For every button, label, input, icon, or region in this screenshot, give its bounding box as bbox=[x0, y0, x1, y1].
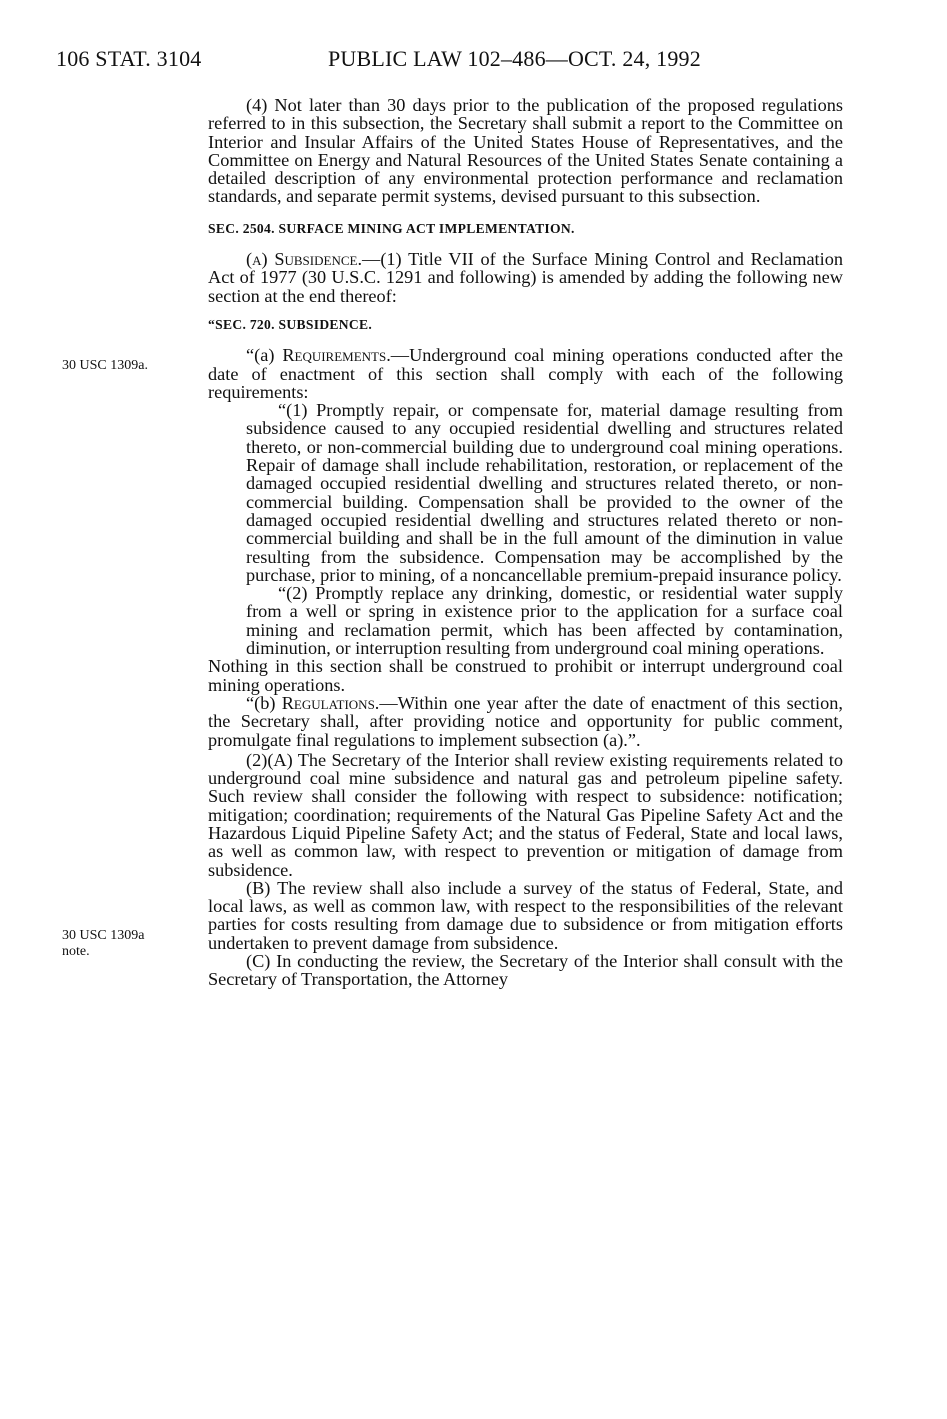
section-2504-heading: SEC. 2504. SURFACE MINING ACT IMPLEMENTATION. bbox=[208, 220, 575, 236]
requirements-open: “(a) bbox=[246, 345, 283, 366]
section-720-heading: “SEC. 720. SUBSIDENCE. bbox=[208, 316, 373, 332]
margin-note-30-usc-1309a: 30 USC 1309a. bbox=[62, 358, 148, 373]
regulations-text: —Within one year after the date of enactment of this section, the Secretary shall, after providing notice and opportunity for public comment, promulgate final regulations to implement subsection (a).”. bbox=[208, 692, 843, 750]
page-header bbox=[56, 46, 896, 76]
paragraph-b-regulations bbox=[208, 694, 843, 749]
public-law-title: PUBLIC LAW 102–486—OCT. 24, 1992 bbox=[328, 46, 701, 71]
subsidence-subheading: (a) Subsidence. bbox=[246, 249, 363, 270]
paragraph-b-review: (B) The review shall also include a survey of the status of Federal, State, and local laws, as well as common law, with respect to the responsibilities of the relevant parties for costs resulting from damage due to subsidence or from mitigation efforts undertaken to prevent damage from subsidence. bbox=[208, 877, 843, 953]
requirements-text: —Underground coal mining operations conducted after the date of enactment of this section shall comply with each of the following requirements: bbox=[208, 345, 843, 402]
paragraph-c-consult: (C) In conducting the review, the Secretary of the Interior shall consult with the Secretary of Transportation, the Attorney bbox=[208, 951, 843, 990]
regulations-open: “(b) bbox=[246, 692, 282, 713]
regulations-subheading: Regulations. bbox=[281, 692, 380, 713]
paragraph-a-text: —(1) Title VII of the Surface Mining Control and Reclamation Act of 1977 (30 U.S.C. 1291 and following) is amended by adding the following new section at the end thereof: bbox=[208, 249, 843, 306]
margin-note-suffix: note. bbox=[62, 944, 90, 959]
paragraph-nothing: Nothing in this section shall be construed to prohibit or interrupt underground coal mining operations. bbox=[208, 656, 843, 695]
requirement-1: “(1) Promptly repair, or compensate for, material damage resulting from subsidence caused to any occupied residential dwelling and structures related thereto, or non-commercial building due to underground coal mining operations. Repair of damage shall include rehabilitation, restoration, or replacement of the damaged occupied residential dwelling and structures related thereto, or non-commercial building. Compensation shall be provided to the owner of the damaged occupied residential dwelling and structures related thereto or non-commercial building and shall be in the full amount of the diminution in value resulting from the subsidence. Compensation may be accomplished by the purchase, prior to mining, of a noncancellable premium-prepaid insurance policy. bbox=[246, 400, 843, 585]
statute-page-number: 106 STAT. 3104 bbox=[56, 46, 202, 71]
paragraph-a-subsidence bbox=[208, 250, 843, 305]
requirements-subheading: Requirements. bbox=[282, 345, 391, 366]
margin-note-30-usc-1309a-note bbox=[62, 928, 192, 960]
paragraph-2a: (2)(A) The Secretary of the Interior shall review existing requirements related to underground coal mine subsidence and natural gas and petroleum pipeline safety. Such review shall consider the following with respect to subsidence: notification; mitigation; coordination; requirements of the Natural Gas Pipeline Safety Act and the Hazardous Liquid Pipeline Safety Act; and the status of Federal, State and local laws, as well as common law, with respect to prevention or mitigation of damage from subsidence. bbox=[208, 749, 843, 880]
document-body bbox=[208, 96, 843, 989]
paragraph-requirements bbox=[208, 346, 843, 401]
margin-note-citation: 30 USC 1309a bbox=[62, 928, 145, 943]
requirement-2: “(2) Promptly replace any drinking, domestic, or residential water supply from a well or spring in existence prior to the application for a surface coal mining and reclamation permit, which has been affected by contamination, diminution, or interruption resulting from underground coal mining operations. bbox=[246, 583, 843, 659]
paragraph-4: (4) Not later than 30 days prior to the publication of the proposed regulations referred to in this subsection, the Secretary shall submit a report to the Committee on Interior and Insular Affairs of the United States House of Representatives, and the Committee on Energy and Natural Resources of the United States Senate containing a detailed description of any environmental protection performance and reclamation standards, and separate permit systems, devised pursuant to this subsection. bbox=[208, 95, 843, 207]
